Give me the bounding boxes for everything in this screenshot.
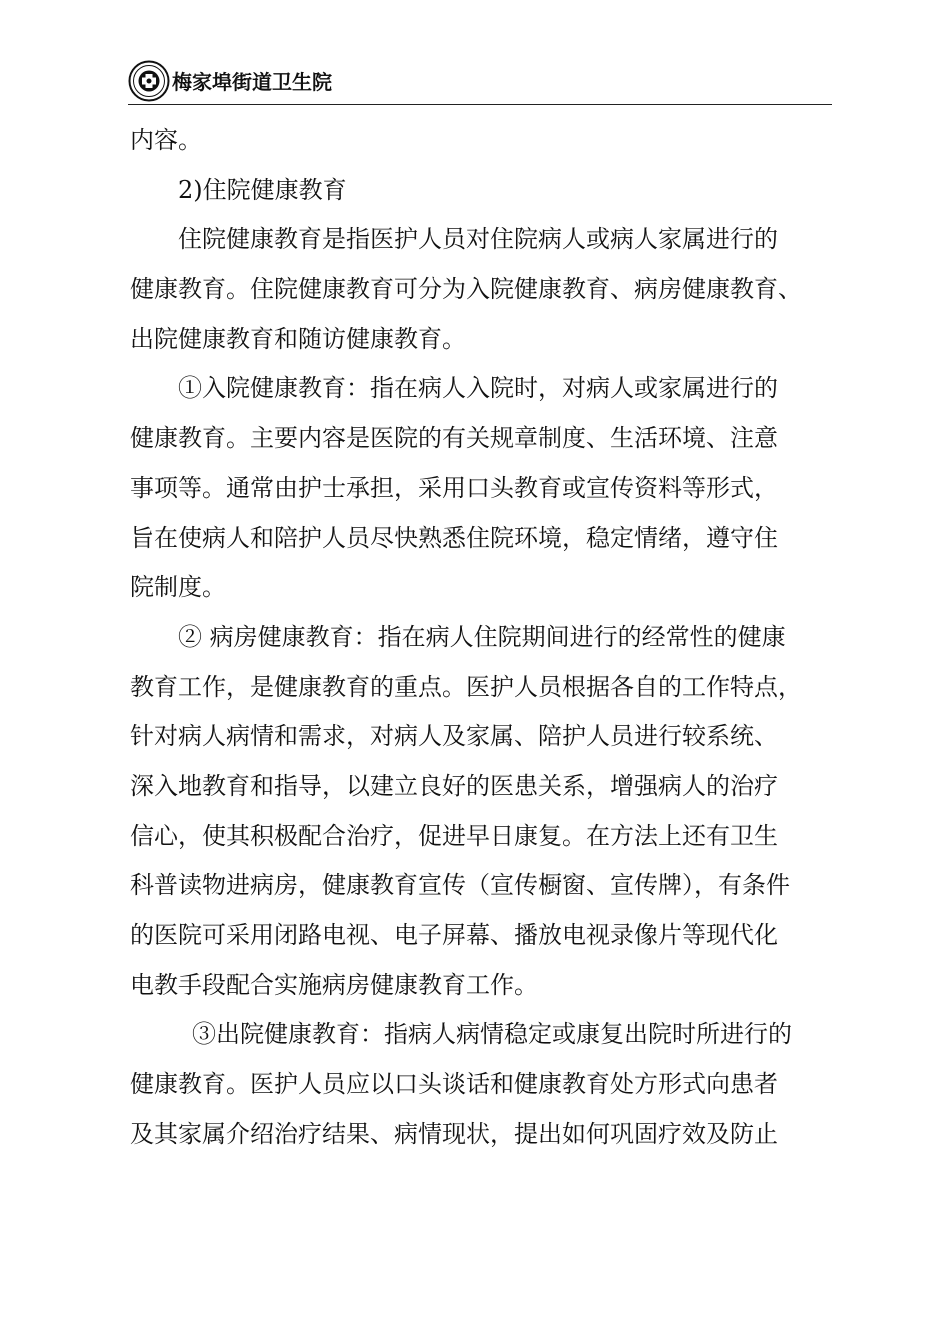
paragraph-line: 住院健康教育是指医护人员对住院病人或病人家属进行的 (178, 225, 778, 254)
paragraph-line: 科普读物进病房，健康教育宣传（宣传橱窗、宣传牌），有条件 (130, 871, 790, 900)
paragraph-line: 内容。 (130, 126, 202, 154)
page-header (128, 58, 832, 106)
paragraph-line: 事项等。通常由护士承担，采用口头教育或宣传资料等形式， (130, 473, 778, 502)
paragraph-line: 电教手段配合实施病房健康教育工作。 (130, 970, 538, 999)
paragraph-line: ③出院健康教育：指病人病情稳定或康复出院时所进行的 (192, 1020, 792, 1049)
hospital-emblem-icon (128, 60, 170, 102)
paragraph-line: 健康教育。住院健康教育可分为入院健康教育、病房健康教育、 (130, 275, 802, 304)
paragraph-line: 健康教育。医护人员应以口头谈话和健康教育处方形式向患者 (130, 1070, 778, 1099)
document-body (130, 116, 830, 1159)
paragraph-line: ② 病房健康教育：指在病人住院期间进行的经常性的健康 (178, 622, 786, 651)
paragraph-line: 出院健康教育和随访健康教育。 (130, 324, 466, 353)
paragraph-line: 健康教育。主要内容是医院的有关规章制度、生活环境、注意 (130, 424, 778, 453)
paragraph-line: 针对病人病情和需求，对病人及家属、陪护人员进行较系统、 (130, 722, 778, 751)
paragraph-line: 信心，使其积极配合治疗，促进早日康复。在方法上还有卫生 (130, 821, 778, 850)
paragraph-line: 深入地教育和指导，以建立良好的医患关系，增强病人的治疗 (130, 771, 778, 800)
paragraph-line: ①入院健康教育：指在病人入院时，对病人或家属进行的 (178, 374, 778, 403)
section-heading: 2)住院健康教育 (178, 175, 347, 204)
paragraph-line: 院制度。 (130, 573, 226, 602)
paragraph-line: 及其家属介绍治疗结果、病情现状，提出如何巩固疗效及防止 (130, 1119, 778, 1148)
header-divider (128, 104, 832, 105)
paragraph-line: 旨在使病人和陪护人员尽快熟悉住院环境，稳定情绪，遵守住 (130, 523, 778, 552)
paragraph-line: 教育工作，是健康教育的重点。医护人员根据各自的工作特点， (130, 672, 802, 701)
paragraph-line: 的医院可采用闭路电视、电子屏幕、播放电视录像片等现代化 (130, 921, 778, 949)
organization-name: 梅家埠街道卫生院 (172, 70, 332, 94)
